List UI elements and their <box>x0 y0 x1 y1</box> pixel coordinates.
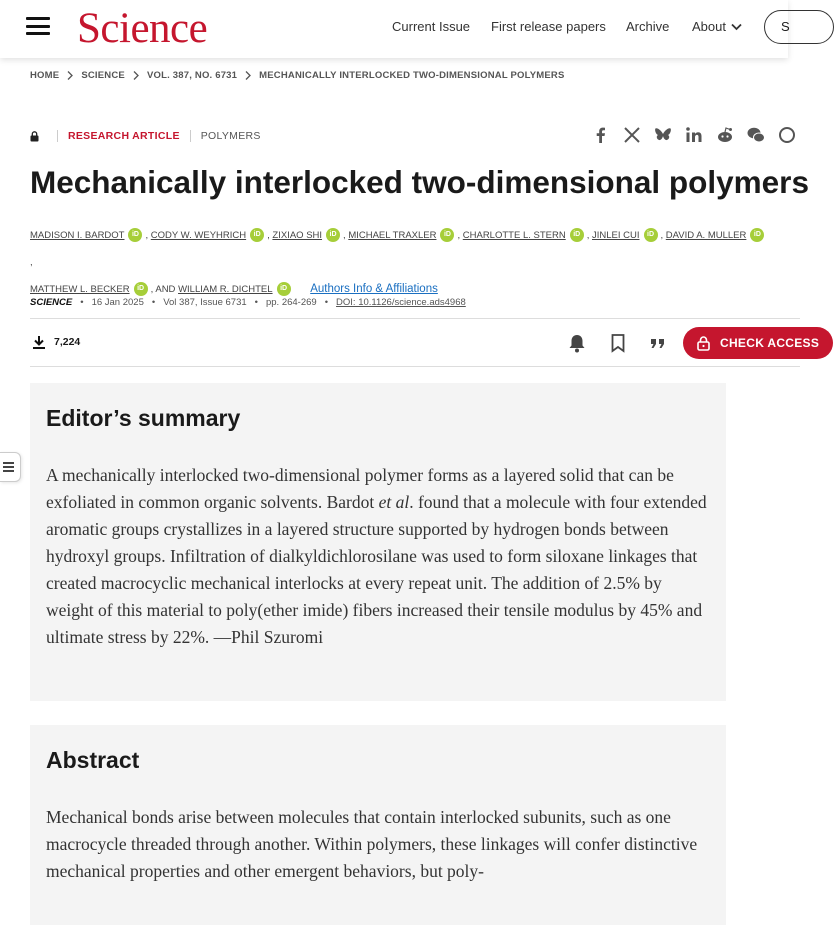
author-link[interactable]: ZIXIAO SHI <box>272 230 323 241</box>
lock-icon <box>697 336 710 351</box>
separator-dot: • <box>324 297 329 308</box>
author-link[interactable]: CODY W. WEYHRICH <box>150 230 247 241</box>
nav-current-issue[interactable]: Current Issue <box>392 19 471 34</box>
breadcrumb-home[interactable]: HOME <box>30 70 60 81</box>
x-icon[interactable] <box>623 126 641 144</box>
bookmark-icon[interactable] <box>607 332 629 354</box>
breadcrumb-volume[interactable]: VOL. 387, NO. 6731 <box>146 70 238 81</box>
author-link[interactable]: JINLEI CUI <box>591 230 640 241</box>
journal-name: SCIENCE <box>30 297 73 308</box>
lock-icon <box>30 131 39 142</box>
nav-first-release[interactable]: First release papers <box>491 19 606 34</box>
summary-text-part: A mechanically interlocked two-dimensional polymer forms as a layered solid that can be exfoliated in common organic solvents. Bardot <box>46 465 674 512</box>
separator-dot: • <box>254 297 258 308</box>
editors-summary-text <box>46 462 710 651</box>
author-conjunction: AND <box>155 284 176 295</box>
bell-icon[interactable] <box>566 332 588 354</box>
editors-summary-panel <box>30 383 726 701</box>
wechat-icon[interactable] <box>747 126 765 144</box>
search-button[interactable]: S <box>764 10 834 44</box>
divider <box>57 130 58 142</box>
author-link[interactable]: DAVID A. MULLER <box>665 230 747 241</box>
nav-about[interactable] <box>692 19 742 34</box>
nav-archive[interactable]: Archive <box>626 19 670 34</box>
download-icon <box>32 335 46 349</box>
check-access-button[interactable] <box>683 327 833 359</box>
linkedin-icon[interactable] <box>685 126 703 144</box>
email-icon[interactable] <box>778 126 796 144</box>
article-type[interactable]: RESEARCH ARTICLE <box>68 130 180 142</box>
summary-text-part: . found that a molecule with four extended aromatic groups crystallizes in a layered structure supported by hydrogen bonds between hydroxyl groups. Infiltration of dialkyldichlorosilane was used to form siloxane linkages that created macrocyclic mechanical interlocks at every repeat unit. The addition of 2.5% by weight of this material to poly(ether imide) fibers increased their tensile modulus by 45% and ultimate stress by 22%. —Phil Szuromi <box>46 492 707 647</box>
orcid-icon[interactable]: iD <box>134 282 148 296</box>
science-logo[interactable]: Science <box>77 5 208 52</box>
abstract-panel <box>30 725 726 925</box>
abstract-text: Mechanical bonds arise between molecules that contain interlocked subunits, such as one macrocycle threaded through another. Within polymers, these linkages will confer distinctive mechanical properties and other emergent behaviors, but poly- <box>46 807 698 881</box>
orcid-icon[interactable]: iD <box>326 228 340 242</box>
bluesky-icon[interactable] <box>654 126 672 144</box>
citation-line <box>30 297 466 308</box>
chevron-right-icon <box>245 71 251 80</box>
orcid-icon[interactable]: iD <box>277 282 291 296</box>
breadcrumb-current: MECHANICALLY INTERLOCKED TWO-DIMENSIONAL POLYMERS <box>259 70 565 81</box>
orcid-icon[interactable]: iD <box>250 228 264 242</box>
article-meta <box>30 130 261 142</box>
orcid-icon[interactable]: iD <box>440 228 454 242</box>
authors-affiliations-link[interactable]: Authors Info & Affiliations <box>310 283 438 295</box>
author-link[interactable]: CHARLOTTE L. STERN <box>462 230 566 241</box>
summary-text-italic: et al <box>378 492 410 512</box>
article-title: Mechanically interlocked two-dimensional polymers <box>30 164 809 200</box>
cite-quote-icon[interactable] <box>647 332 669 354</box>
article-subject[interactable]: POLYMERS <box>200 130 261 142</box>
chevron-down-icon <box>731 23 742 31</box>
breadcrumb <box>30 70 565 81</box>
facebook-icon[interactable] <box>592 126 610 144</box>
breadcrumb-science[interactable]: SCIENCE <box>81 70 125 81</box>
site-header <box>0 0 788 58</box>
hamburger-menu-icon[interactable] <box>26 17 50 35</box>
author-link[interactable]: WILLIAM R. DICHTEL <box>178 284 273 295</box>
orcid-icon[interactable]: iD <box>644 228 658 242</box>
author-link[interactable]: MADISON I. BARDOT <box>30 230 125 241</box>
orcid-icon[interactable]: iD <box>750 228 764 242</box>
orcid-icon[interactable]: iD <box>128 228 142 242</box>
divider <box>190 130 191 142</box>
reddit-icon[interactable] <box>716 126 734 144</box>
author-link[interactable]: MATTHEW L. BECKER <box>30 284 130 295</box>
publish-date: 16 Jan 2025 <box>91 297 144 308</box>
doi-link[interactable]: DOI: 10.1126/science.ads4968 <box>336 297 466 308</box>
share-bar <box>592 126 796 144</box>
separator-dot: • <box>151 297 156 308</box>
volume-issue: Vol 387, Issue 6731 <box>163 297 247 308</box>
chevron-right-icon <box>133 71 139 80</box>
check-access-label: CHECK ACCESS <box>720 336 820 350</box>
abstract-heading: Abstract <box>46 747 140 773</box>
author-link[interactable]: MICHAEL TRAXLER <box>348 230 437 241</box>
nav-about-label: About <box>692 19 726 34</box>
page-range: pp. 264-269 <box>265 297 317 308</box>
orcid-icon[interactable]: iD <box>570 228 584 242</box>
editors-summary-heading: Editor’s summary <box>46 405 241 431</box>
download-count <box>32 335 80 349</box>
author-list: MADISON I. BARDOT iD , CODY W. WEYHRICH iD , ZIXIAO SHI iD , MICHAEL TRAXLER iD , CHARLOTTE L. STERN iD , JINLEI CUI iD , DAVID A. MULLER iD, MATTHEW L. BECKER iD , AND WILLIAM R. DICHTEL iD Authors Info & Affiliations <box>30 222 770 303</box>
separator-dot: • <box>80 297 84 308</box>
table-of-contents-toggle-icon[interactable] <box>0 452 21 482</box>
chevron-right-icon <box>67 71 73 80</box>
download-count-value: 7,224 <box>54 336 81 348</box>
article-action-bar <box>30 318 820 367</box>
